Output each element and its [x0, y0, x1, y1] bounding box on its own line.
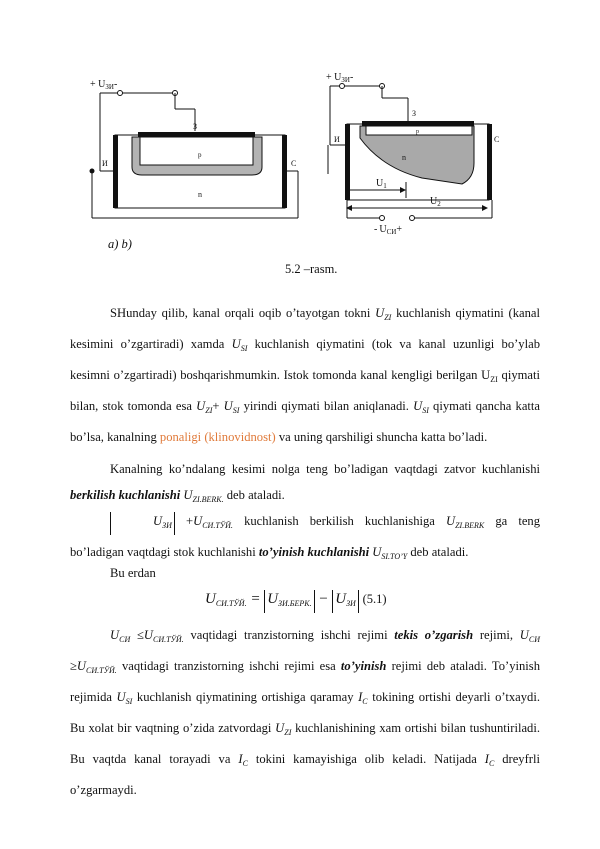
label-usi: - $U_{СИ}+$ [374, 224, 402, 236]
figure-caption: 5.2 –rasm. [285, 262, 338, 276]
paragraph-1: SHunday qilib, kanal orqali oqib o’tayotgan tokni $U_{ZI}$ kuchlanish qiymatini (kanal kesimini o’zgartiradi) xamda $U_{SI}$ kuchlanish qiymatini (tok va kanal uzunligi bo’ylab kesimni o’zgartiradi) boshqarishmumkin. Istok tomonda kanal kengligi berilgan $U_{ZI}$ qiymati bilan, stok tomonda esa $U_{ZI}+ U_{SI}$ yirindi qiymati bilan aniqlanadi. $U_{SI}$ qiymati qancha katta bo’lsa, kanalning ponaligi (klinovidnost) va uning qarshiligi shuncha katta bo’ladi. [70, 306, 541, 444]
label-voltage: + $U_{ЗИ}-$ [326, 72, 354, 84]
gate-contact [362, 121, 474, 126]
paragraph-2: Kanalning ko’ndalang kesimi nolga teng bo’ladigan vaqtdagi zatvor kuchlanishi berkilish kuchlanishi $U_{ZI.BERK.}$ deb ataladi. [70, 462, 540, 504]
figure-b-diagram [322, 68, 522, 243]
formula-5-1: $U_{СИ.ТЎЙ.} = U_{ЗИ.БЕРК.} - U_{ЗИ}$ (5.1) [205, 590, 387, 613]
label-gate: З [412, 109, 417, 118]
abs-expression: $U_{ЗИ}$ [110, 512, 175, 535]
drain-contact [282, 135, 287, 208]
terminal [410, 216, 415, 221]
paragraph-5: $U_{СИ} \le U_{СИ.ТЎЙ.}$ vaqtidagi tranzistorning ishchi rejimi tekis o’zgarish rejimi, $U_{СИ} \ge U_{СИ.ТЎЙ.}$ vaqtidagi tranzistorning ishchi rejimi esa to’yinish rejimi deb ataladi. To’yinish rejimida $U_{SI}$ kuchlanish qiymatining ortishiga qaramay $I_C$ tokining ortishi deyarli o’txaydi. Bu xolat bir vaqtning o’zida zatvordagi $U_{ZI}$ kuchlanishining xam ortishi bilan tushuntiriladi. Bu vaqtda kanal torayadi va $I_C$ tokini kamayishiga olib keladi. Natijada $I_C$ dreyfrli o’zgarmaydi. [70, 628, 540, 797]
terminal [380, 216, 385, 221]
label-drain: С [494, 135, 500, 144]
figure-a-diagram [80, 75, 320, 225]
label-drain: С [291, 159, 297, 168]
label-p: p [416, 129, 419, 135]
paragraph-3: $U_{ЗИ} +U_{СИ.ТЎЙ.}$ kuchlanish berkilish kuchlanishiga $U_{ZI.BERK}$ ga teng bo’ladigan vaqtdagi stok kuchlanishi to’yinish kuchlanishi $U_{SI.TO’Y}$ deb ataladi. [70, 514, 540, 561]
terminal [340, 84, 345, 89]
label-voltage: + $U_{ЗИ}-$ [90, 79, 118, 91]
label-source: И [102, 159, 108, 168]
arrow-head [482, 205, 488, 211]
highlighted-term: ponaligi (klinovidnost) [159, 430, 276, 444]
label-p: p [198, 151, 202, 159]
source-contact [345, 124, 350, 200]
label-gate: З [193, 122, 198, 131]
label-n: n [198, 190, 202, 199]
subfigure-labels: a) b) [108, 237, 132, 251]
depletion-layer [366, 126, 472, 135]
label-u1: $U_1$ [376, 178, 387, 190]
terminal [118, 91, 123, 96]
label-source: И [334, 135, 340, 144]
drain-contact [487, 124, 492, 200]
formula-number: (5.1) [362, 592, 387, 606]
gate-contact [138, 132, 255, 137]
paragraph-4: Bu erdan [110, 566, 156, 580]
source-contact [113, 135, 118, 208]
terminal [90, 169, 95, 174]
label-n: n [402, 153, 406, 162]
label-u2: $U_2$ [430, 196, 441, 208]
depletion-layer [140, 137, 253, 165]
